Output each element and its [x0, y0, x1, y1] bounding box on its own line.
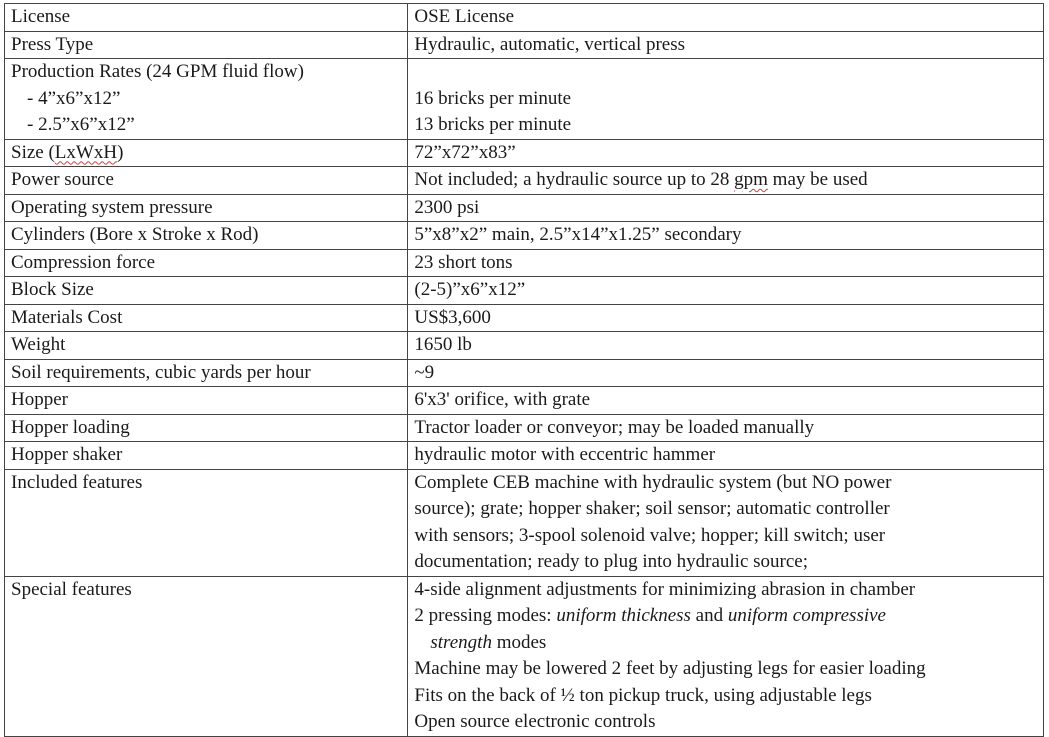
spec-value-text: Not included; a hydraulic source up to 28 — [414, 169, 735, 190]
spec-key: Press Type — [5, 31, 408, 59]
spec-value: Hydraulic, automatic, vertical press — [408, 31, 1044, 59]
table-row — [5, 194, 1044, 222]
spec-key: Block Size — [5, 277, 408, 305]
special-features-line: Open source electronic controls — [414, 711, 656, 732]
special-features-emphasis: uniform compressive — [727, 605, 886, 626]
spec-key: Materials Cost — [5, 304, 408, 332]
table-row — [5, 139, 1044, 167]
spec-key: Included features — [5, 469, 408, 576]
spec-value — [408, 576, 1044, 736]
spec-key-heading: Production Rates (24 GPM fluid flow) — [11, 61, 304, 82]
spec-key-text: ) — [117, 141, 124, 163]
table-row — [5, 222, 1044, 250]
included-features-line: Complete CEB machine with hydraulic system (but NO power — [414, 471, 892, 493]
table-row — [5, 414, 1044, 442]
spec-key — [5, 139, 408, 167]
table-row — [5, 387, 1044, 415]
table-row — [5, 469, 1044, 576]
spellcheck-word: LxWxH — [54, 141, 118, 163]
special-features-line: Machine may be lowered 2 feet by adjusting legs for easier loading — [414, 658, 926, 679]
special-features-line: Fits on the back of ½ ton pickup truck, using adjustable legs — [414, 684, 872, 706]
spec-key: License — [5, 4, 408, 32]
spec-table — [4, 3, 1044, 737]
spec-key — [5, 59, 408, 140]
spec-subkey: - 2.5”x6”x12” — [27, 114, 135, 135]
spec-key: Operating system pressure — [5, 194, 408, 222]
special-features-text: and — [690, 605, 728, 626]
spec-subkey: - 4”x6”x12” — [27, 87, 121, 109]
spec-value: 2300 psi — [408, 194, 1044, 222]
spec-key: Soil requirements, cubic yards per hour — [5, 359, 408, 387]
spec-value: 72”x72”x83” — [408, 139, 1044, 167]
spec-value: 6'x3' orifice, with grate — [408, 387, 1044, 415]
special-features-line — [414, 603, 1043, 630]
included-features-line: with sensors; 3-spool solenoid valve; hopper; kill switch; user — [414, 524, 886, 546]
spec-key: Special features — [5, 576, 408, 736]
spec-value-text: may be used — [767, 169, 868, 190]
table-row — [5, 4, 1044, 32]
spec-value — [408, 167, 1044, 195]
table-row — [5, 576, 1044, 736]
spec-key: Hopper — [5, 387, 408, 415]
spec-value: 1650 lb — [408, 332, 1044, 360]
table-row — [5, 31, 1044, 59]
table-row — [5, 332, 1044, 360]
spec-key: Hopper shaker — [5, 442, 408, 470]
spec-value — [408, 469, 1044, 576]
spec-value: Tractor loader or conveyor; may be loaded manually — [408, 414, 1044, 442]
included-features-line: source); grate; hopper shaker; soil sensor; automatic controller — [414, 498, 890, 519]
spec-subvalue: 13 bricks per minute — [414, 114, 572, 135]
special-features-text: 2 pressing modes: — [414, 605, 557, 626]
spec-key: Compression force — [5, 249, 408, 277]
spec-key: Power source — [5, 167, 408, 195]
included-features-line: documentation; ready to plug into hydraulic source; — [414, 551, 808, 572]
spellcheck-word: gpm — [734, 169, 768, 190]
table-row — [5, 249, 1044, 277]
special-features-line — [414, 630, 1043, 657]
table-row — [5, 304, 1044, 332]
spec-value: hydraulic motor with eccentric hammer — [408, 442, 1044, 470]
special-features-text: modes — [491, 631, 547, 653]
spec-key-text: Size ( — [11, 141, 55, 163]
table-row — [5, 277, 1044, 305]
spec-key: Hopper loading — [5, 414, 408, 442]
special-features-emphasis: uniform thickness — [556, 605, 691, 626]
spec-value: OSE License — [408, 4, 1044, 32]
table-row — [5, 59, 1044, 140]
spec-value: 5”x8”x2” main, 2.5”x14”x1.25” secondary — [408, 222, 1044, 250]
spec-value: US$3,600 — [408, 304, 1044, 332]
table-row — [5, 442, 1044, 470]
spec-subvalue: 16 bricks per minute — [414, 87, 572, 109]
table-row — [5, 167, 1044, 195]
spec-value: (2-5)”x6”x12” — [408, 277, 1044, 305]
spec-key: Cylinders (Bore x Stroke x Rod) — [5, 222, 408, 250]
special-features-line: 4-side alignment adjustments for minimizing abrasion in chamber — [414, 578, 916, 600]
spec-key: Weight — [5, 332, 408, 360]
spec-value: ~9 — [408, 359, 1044, 387]
table-row — [5, 359, 1044, 387]
special-features-emphasis: strength — [430, 631, 492, 653]
spec-value: 23 short tons — [408, 249, 1044, 277]
spec-value — [408, 59, 1044, 140]
